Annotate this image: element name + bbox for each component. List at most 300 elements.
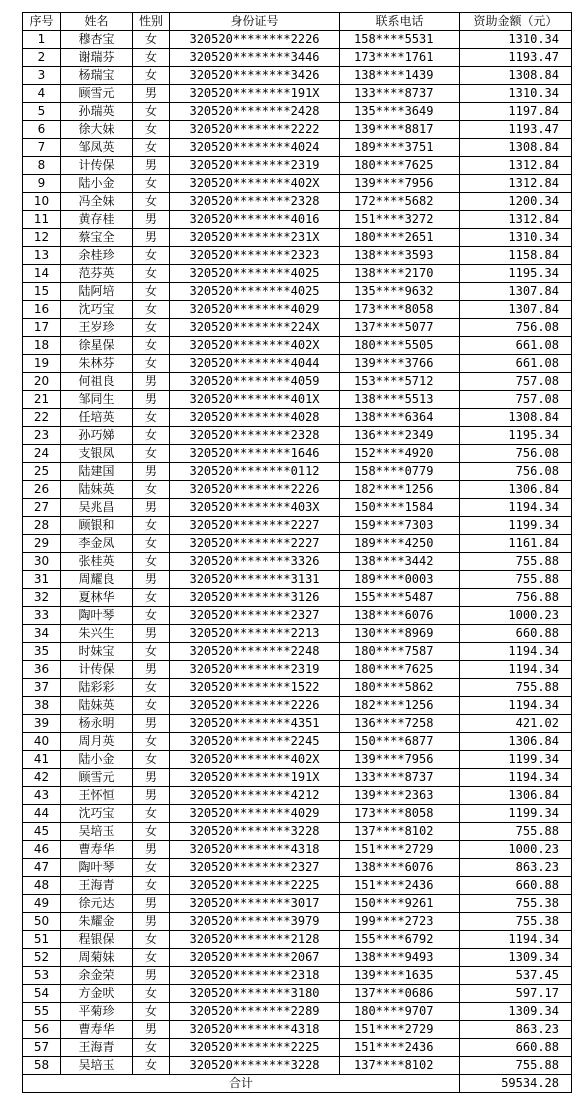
table-row bbox=[23, 643, 572, 661]
table-row bbox=[23, 193, 572, 211]
table-row bbox=[23, 499, 572, 517]
cell-gender: 女 bbox=[133, 409, 170, 427]
cell-id-number: 320520********224X bbox=[170, 319, 340, 337]
cell-id-number: 320520********4318 bbox=[170, 1021, 340, 1039]
cell-gender: 男 bbox=[133, 571, 170, 589]
table-row bbox=[23, 895, 572, 913]
table-row bbox=[23, 31, 572, 49]
cell-amount: 757.08 bbox=[460, 373, 572, 391]
cell-phone: 135****3649 bbox=[340, 103, 460, 121]
cell-phone: 130****8969 bbox=[340, 625, 460, 643]
cell-gender: 女 bbox=[133, 265, 170, 283]
cell-gender: 男 bbox=[133, 661, 170, 679]
cell-phone: 138****3593 bbox=[340, 247, 460, 265]
table-row bbox=[23, 607, 572, 625]
cell-id-number: 320520********2213 bbox=[170, 625, 340, 643]
cell-amount: 1310.34 bbox=[460, 229, 572, 247]
cell-id-number: 320520********4029 bbox=[170, 301, 340, 319]
cell-seq: 7 bbox=[23, 139, 61, 157]
table-row bbox=[23, 1021, 572, 1039]
table-row bbox=[23, 409, 572, 427]
table-row bbox=[23, 859, 572, 877]
cell-phone: 180****9707 bbox=[340, 1003, 460, 1021]
cell-name: 陶叶琴 bbox=[61, 607, 133, 625]
cell-seq: 5 bbox=[23, 103, 61, 121]
cell-amount: 537.45 bbox=[460, 967, 572, 985]
cell-id-number: 320520********2128 bbox=[170, 931, 340, 949]
total-row bbox=[23, 1075, 572, 1093]
cell-id-number: 320520********402X bbox=[170, 175, 340, 193]
cell-phone: 151****2729 bbox=[340, 841, 460, 859]
cell-gender: 女 bbox=[133, 859, 170, 877]
cell-amount: 1194.34 bbox=[460, 499, 572, 517]
cell-id-number: 320520********2428 bbox=[170, 103, 340, 121]
cell-phone: 180****5505 bbox=[340, 337, 460, 355]
cell-phone: 137****8102 bbox=[340, 1057, 460, 1075]
cell-seq: 49 bbox=[23, 895, 61, 913]
cell-phone: 139****7956 bbox=[340, 751, 460, 769]
cell-phone: 139****7956 bbox=[340, 175, 460, 193]
cell-phone: 173****8058 bbox=[340, 301, 460, 319]
table-row bbox=[23, 283, 572, 301]
cell-id-number: 320520********3228 bbox=[170, 823, 340, 841]
cell-gender: 女 bbox=[133, 355, 170, 373]
cell-name: 张桂英 bbox=[61, 553, 133, 571]
cell-name: 朱林芬 bbox=[61, 355, 133, 373]
cell-gender: 女 bbox=[133, 607, 170, 625]
cell-amount: 1308.84 bbox=[460, 67, 572, 85]
cell-seq: 42 bbox=[23, 769, 61, 787]
cell-gender: 女 bbox=[133, 67, 170, 85]
cell-id-number: 320520********4025 bbox=[170, 265, 340, 283]
cell-amount: 1309.34 bbox=[460, 1003, 572, 1021]
cell-phone: 138****2170 bbox=[340, 265, 460, 283]
cell-id-number: 320520********402X bbox=[170, 751, 340, 769]
cell-phone: 139****1635 bbox=[340, 967, 460, 985]
cell-amount: 756.08 bbox=[460, 463, 572, 481]
table-row bbox=[23, 445, 572, 463]
cell-name: 徐大妹 bbox=[61, 121, 133, 139]
cell-name: 谢瑞芬 bbox=[61, 49, 133, 67]
cell-amount: 660.88 bbox=[460, 625, 572, 643]
table-row bbox=[23, 301, 572, 319]
cell-gender: 女 bbox=[133, 679, 170, 697]
cell-name: 陆小金 bbox=[61, 175, 133, 193]
cell-id-number: 320520********2226 bbox=[170, 697, 340, 715]
cell-phone: 152****4920 bbox=[340, 445, 460, 463]
table-row bbox=[23, 841, 572, 859]
cell-amount: 1194.34 bbox=[460, 661, 572, 679]
table-row bbox=[23, 715, 572, 733]
table-row bbox=[23, 67, 572, 85]
cell-id-number: 320520********3326 bbox=[170, 553, 340, 571]
cell-seq: 31 bbox=[23, 571, 61, 589]
cell-phone: 139****3766 bbox=[340, 355, 460, 373]
cell-name: 邹凤英 bbox=[61, 139, 133, 157]
cell-gender: 男 bbox=[133, 211, 170, 229]
cell-phone: 139****2363 bbox=[340, 787, 460, 805]
cell-name: 陆彩彩 bbox=[61, 679, 133, 697]
cell-name: 冯全妹 bbox=[61, 193, 133, 211]
cell-gender: 女 bbox=[133, 139, 170, 157]
cell-gender: 女 bbox=[133, 535, 170, 553]
cell-gender: 女 bbox=[133, 823, 170, 841]
cell-amount: 1312.84 bbox=[460, 175, 572, 193]
cell-gender: 女 bbox=[133, 697, 170, 715]
cell-name: 计传保 bbox=[61, 157, 133, 175]
cell-gender: 女 bbox=[133, 337, 170, 355]
cell-gender: 男 bbox=[133, 913, 170, 931]
cell-gender: 男 bbox=[133, 391, 170, 409]
cell-amount: 755.88 bbox=[460, 553, 572, 571]
cell-amount: 660.88 bbox=[460, 1039, 572, 1057]
cell-amount: 1195.34 bbox=[460, 265, 572, 283]
cell-seq: 54 bbox=[23, 985, 61, 1003]
cell-gender: 女 bbox=[133, 1039, 170, 1057]
cell-id-number: 320520********2327 bbox=[170, 859, 340, 877]
cell-id-number: 320520********1646 bbox=[170, 445, 340, 463]
table-row bbox=[23, 1039, 572, 1057]
table-row bbox=[23, 553, 572, 571]
cell-seq: 30 bbox=[23, 553, 61, 571]
table-row bbox=[23, 157, 572, 175]
cell-seq: 51 bbox=[23, 931, 61, 949]
cell-gender: 女 bbox=[133, 193, 170, 211]
table-row bbox=[23, 427, 572, 445]
table-row bbox=[23, 535, 572, 553]
cell-amount: 1199.34 bbox=[460, 517, 572, 535]
cell-id-number: 320520********4351 bbox=[170, 715, 340, 733]
cell-id-number: 320520********2227 bbox=[170, 517, 340, 535]
cell-name: 王海青 bbox=[61, 877, 133, 895]
header-id-number: 身份证号 bbox=[170, 13, 340, 31]
cell-amount: 1000.23 bbox=[460, 607, 572, 625]
cell-phone: 136****2349 bbox=[340, 427, 460, 445]
cell-id-number: 320520********2245 bbox=[170, 733, 340, 751]
cell-seq: 2 bbox=[23, 49, 61, 67]
cell-seq: 58 bbox=[23, 1057, 61, 1075]
cell-seq: 41 bbox=[23, 751, 61, 769]
cell-amount: 1199.34 bbox=[460, 805, 572, 823]
total-amount: 59534.28 bbox=[460, 1075, 572, 1093]
cell-amount: 1306.84 bbox=[460, 733, 572, 751]
cell-phone: 137****5077 bbox=[340, 319, 460, 337]
cell-amount: 1308.84 bbox=[460, 139, 572, 157]
cell-gender: 男 bbox=[133, 229, 170, 247]
cell-phone: 136****7258 bbox=[340, 715, 460, 733]
cell-name: 陆妹英 bbox=[61, 697, 133, 715]
cell-seq: 1 bbox=[23, 31, 61, 49]
cell-phone: 151****2436 bbox=[340, 1039, 460, 1057]
cell-name: 支银凤 bbox=[61, 445, 133, 463]
cell-name: 程银保 bbox=[61, 931, 133, 949]
cell-seq: 28 bbox=[23, 517, 61, 535]
cell-gender: 男 bbox=[133, 373, 170, 391]
cell-id-number: 320520********2318 bbox=[170, 967, 340, 985]
cell-phone: 153****5712 bbox=[340, 373, 460, 391]
cell-phone: 189****4250 bbox=[340, 535, 460, 553]
cell-gender: 女 bbox=[133, 319, 170, 337]
table-row bbox=[23, 175, 572, 193]
cell-phone: 189****0003 bbox=[340, 571, 460, 589]
cell-name: 陆妹英 bbox=[61, 481, 133, 499]
cell-id-number: 320520********2222 bbox=[170, 121, 340, 139]
cell-amount: 755.88 bbox=[460, 823, 572, 841]
cell-id-number: 320520********4029 bbox=[170, 805, 340, 823]
total-label: 合计 bbox=[23, 1075, 460, 1093]
cell-name: 曹寿华 bbox=[61, 1021, 133, 1039]
table-row bbox=[23, 85, 572, 103]
table-row bbox=[23, 805, 572, 823]
cell-phone: 173****1761 bbox=[340, 49, 460, 67]
cell-phone: 135****9632 bbox=[340, 283, 460, 301]
cell-id-number: 320520********2226 bbox=[170, 31, 340, 49]
cell-id-number: 320520********2225 bbox=[170, 1039, 340, 1057]
cell-amount: 1194.34 bbox=[460, 643, 572, 661]
table-row bbox=[23, 229, 572, 247]
cell-amount: 1312.84 bbox=[460, 211, 572, 229]
cell-phone: 180****2651 bbox=[340, 229, 460, 247]
cell-id-number: 320520********231X bbox=[170, 229, 340, 247]
cell-seq: 37 bbox=[23, 679, 61, 697]
cell-phone: 158****0779 bbox=[340, 463, 460, 481]
table-row bbox=[23, 625, 572, 643]
cell-seq: 10 bbox=[23, 193, 61, 211]
cell-name: 周月英 bbox=[61, 733, 133, 751]
cell-name: 何祖良 bbox=[61, 373, 133, 391]
cell-seq: 48 bbox=[23, 877, 61, 895]
cell-id-number: 320520********2323 bbox=[170, 247, 340, 265]
cell-amount: 1199.34 bbox=[460, 751, 572, 769]
cell-amount: 755.88 bbox=[460, 679, 572, 697]
table-row bbox=[23, 49, 572, 67]
cell-seq: 22 bbox=[23, 409, 61, 427]
cell-phone: 182****1256 bbox=[340, 697, 460, 715]
cell-gender: 女 bbox=[133, 751, 170, 769]
cell-seq: 8 bbox=[23, 157, 61, 175]
cell-gender: 女 bbox=[133, 427, 170, 445]
cell-seq: 20 bbox=[23, 373, 61, 391]
table-row bbox=[23, 571, 572, 589]
cell-seq: 18 bbox=[23, 337, 61, 355]
cell-phone: 151****2729 bbox=[340, 1021, 460, 1039]
cell-seq: 43 bbox=[23, 787, 61, 805]
cell-seq: 19 bbox=[23, 355, 61, 373]
cell-gender: 女 bbox=[133, 553, 170, 571]
cell-amount: 1000.23 bbox=[460, 841, 572, 859]
cell-id-number: 320520********4028 bbox=[170, 409, 340, 427]
table-row bbox=[23, 1003, 572, 1021]
cell-seq: 46 bbox=[23, 841, 61, 859]
cell-seq: 33 bbox=[23, 607, 61, 625]
cell-seq: 29 bbox=[23, 535, 61, 553]
cell-name: 时妹宝 bbox=[61, 643, 133, 661]
cell-name: 徐星保 bbox=[61, 337, 133, 355]
cell-amount: 661.08 bbox=[460, 337, 572, 355]
table-row bbox=[23, 589, 572, 607]
cell-phone: 180****7625 bbox=[340, 661, 460, 679]
cell-amount: 756.08 bbox=[460, 319, 572, 337]
cell-gender: 女 bbox=[133, 517, 170, 535]
cell-name: 周菊妹 bbox=[61, 949, 133, 967]
table-row bbox=[23, 913, 572, 931]
cell-seq: 25 bbox=[23, 463, 61, 481]
cell-gender: 女 bbox=[133, 247, 170, 265]
cell-seq: 27 bbox=[23, 499, 61, 517]
cell-phone: 133****8737 bbox=[340, 769, 460, 787]
cell-seq: 34 bbox=[23, 625, 61, 643]
table-row bbox=[23, 823, 572, 841]
cell-amount: 757.08 bbox=[460, 391, 572, 409]
cell-name: 李金凤 bbox=[61, 535, 133, 553]
cell-id-number: 320520********191X bbox=[170, 85, 340, 103]
cell-id-number: 320520********4024 bbox=[170, 139, 340, 157]
cell-id-number: 320520********191X bbox=[170, 769, 340, 787]
cell-id-number: 320520********2327 bbox=[170, 607, 340, 625]
cell-id-number: 320520********2319 bbox=[170, 661, 340, 679]
cell-id-number: 320520********0112 bbox=[170, 463, 340, 481]
cell-amount: 1193.47 bbox=[460, 49, 572, 67]
cell-seq: 39 bbox=[23, 715, 61, 733]
cell-seq: 56 bbox=[23, 1021, 61, 1039]
cell-seq: 24 bbox=[23, 445, 61, 463]
cell-amount: 1306.84 bbox=[460, 787, 572, 805]
table-row bbox=[23, 391, 572, 409]
cell-phone: 138****6076 bbox=[340, 607, 460, 625]
cell-seq: 32 bbox=[23, 589, 61, 607]
cell-phone: 138****9493 bbox=[340, 949, 460, 967]
cell-phone: 137****0686 bbox=[340, 985, 460, 1003]
cell-amount: 1308.84 bbox=[460, 409, 572, 427]
cell-name: 陶叶琴 bbox=[61, 859, 133, 877]
header-row bbox=[23, 13, 572, 31]
cell-name: 顾雪元 bbox=[61, 85, 133, 103]
table-row bbox=[23, 319, 572, 337]
header-gender: 性别 bbox=[133, 13, 170, 31]
cell-amount: 1309.34 bbox=[460, 949, 572, 967]
cell-phone: 151****2436 bbox=[340, 877, 460, 895]
cell-gender: 女 bbox=[133, 31, 170, 49]
cell-gender: 女 bbox=[133, 985, 170, 1003]
cell-amount: 1200.34 bbox=[460, 193, 572, 211]
cell-id-number: 320520********2227 bbox=[170, 535, 340, 553]
cell-gender: 女 bbox=[133, 301, 170, 319]
cell-name: 吴培玉 bbox=[61, 823, 133, 841]
table-body bbox=[23, 31, 572, 1075]
cell-name: 黄存桂 bbox=[61, 211, 133, 229]
cell-phone: 199****2723 bbox=[340, 913, 460, 931]
cell-id-number: 320520********3180 bbox=[170, 985, 340, 1003]
table-row bbox=[23, 661, 572, 679]
cell-amount: 1161.84 bbox=[460, 535, 572, 553]
cell-gender: 女 bbox=[133, 481, 170, 499]
cell-gender: 男 bbox=[133, 841, 170, 859]
cell-seq: 21 bbox=[23, 391, 61, 409]
table-row bbox=[23, 355, 572, 373]
cell-name: 陆阿培 bbox=[61, 283, 133, 301]
cell-amount: 1306.84 bbox=[460, 481, 572, 499]
cell-id-number: 320520********2248 bbox=[170, 643, 340, 661]
cell-id-number: 320520********3979 bbox=[170, 913, 340, 931]
cell-amount: 1194.34 bbox=[460, 769, 572, 787]
cell-name: 王岁珍 bbox=[61, 319, 133, 337]
cell-name: 计传保 bbox=[61, 661, 133, 679]
cell-seq: 9 bbox=[23, 175, 61, 193]
cell-phone: 133****8737 bbox=[340, 85, 460, 103]
cell-gender: 女 bbox=[133, 931, 170, 949]
cell-id-number: 320520********4025 bbox=[170, 283, 340, 301]
cell-name: 王怀恒 bbox=[61, 787, 133, 805]
cell-gender: 女 bbox=[133, 1057, 170, 1075]
cell-name: 蔡宝全 bbox=[61, 229, 133, 247]
header-amount: 资助金额（元） bbox=[460, 13, 572, 31]
cell-amount: 1312.84 bbox=[460, 157, 572, 175]
cell-id-number: 320520********2289 bbox=[170, 1003, 340, 1021]
table-row bbox=[23, 463, 572, 481]
cell-amount: 863.23 bbox=[460, 1021, 572, 1039]
cell-phone: 180****5862 bbox=[340, 679, 460, 697]
cell-seq: 11 bbox=[23, 211, 61, 229]
cell-gender: 女 bbox=[133, 643, 170, 661]
cell-gender: 女 bbox=[133, 445, 170, 463]
cell-id-number: 320520********2319 bbox=[170, 157, 340, 175]
table-row bbox=[23, 733, 572, 751]
cell-phone: 138****6076 bbox=[340, 859, 460, 877]
cell-gender: 女 bbox=[133, 733, 170, 751]
table-row bbox=[23, 103, 572, 121]
table-row bbox=[23, 697, 572, 715]
table-row bbox=[23, 985, 572, 1003]
cell-gender: 女 bbox=[133, 805, 170, 823]
cell-amount: 755.88 bbox=[460, 571, 572, 589]
cell-phone: 150****9261 bbox=[340, 895, 460, 913]
header-phone: 联系电话 bbox=[340, 13, 460, 31]
cell-phone: 189****3751 bbox=[340, 139, 460, 157]
cell-name: 顾银和 bbox=[61, 517, 133, 535]
table-row bbox=[23, 265, 572, 283]
cell-id-number: 320520********3126 bbox=[170, 589, 340, 607]
cell-gender: 女 bbox=[133, 283, 170, 301]
cell-amount: 755.38 bbox=[460, 895, 572, 913]
cell-seq: 3 bbox=[23, 67, 61, 85]
cell-gender: 男 bbox=[133, 85, 170, 103]
cell-seq: 36 bbox=[23, 661, 61, 679]
table-row bbox=[23, 751, 572, 769]
cell-phone: 150****1584 bbox=[340, 499, 460, 517]
cell-seq: 23 bbox=[23, 427, 61, 445]
cell-phone: 173****8058 bbox=[340, 805, 460, 823]
cell-name: 夏林华 bbox=[61, 589, 133, 607]
cell-amount: 756.88 bbox=[460, 589, 572, 607]
cell-id-number: 320520********4059 bbox=[170, 373, 340, 391]
table-row bbox=[23, 211, 572, 229]
cell-gender: 女 bbox=[133, 1003, 170, 1021]
cell-phone: 150****6877 bbox=[340, 733, 460, 751]
cell-phone: 182****1256 bbox=[340, 481, 460, 499]
cell-gender: 女 bbox=[133, 877, 170, 895]
cell-id-number: 320520********402X bbox=[170, 337, 340, 355]
cell-id-number: 320520********3426 bbox=[170, 67, 340, 85]
cell-id-number: 320520********2225 bbox=[170, 877, 340, 895]
cell-gender: 女 bbox=[133, 103, 170, 121]
cell-phone: 155****6792 bbox=[340, 931, 460, 949]
cell-phone: 172****5682 bbox=[340, 193, 460, 211]
cell-seq: 50 bbox=[23, 913, 61, 931]
cell-seq: 40 bbox=[23, 733, 61, 751]
cell-gender: 男 bbox=[133, 769, 170, 787]
table-row bbox=[23, 679, 572, 697]
cell-name: 穆杏宝 bbox=[61, 31, 133, 49]
